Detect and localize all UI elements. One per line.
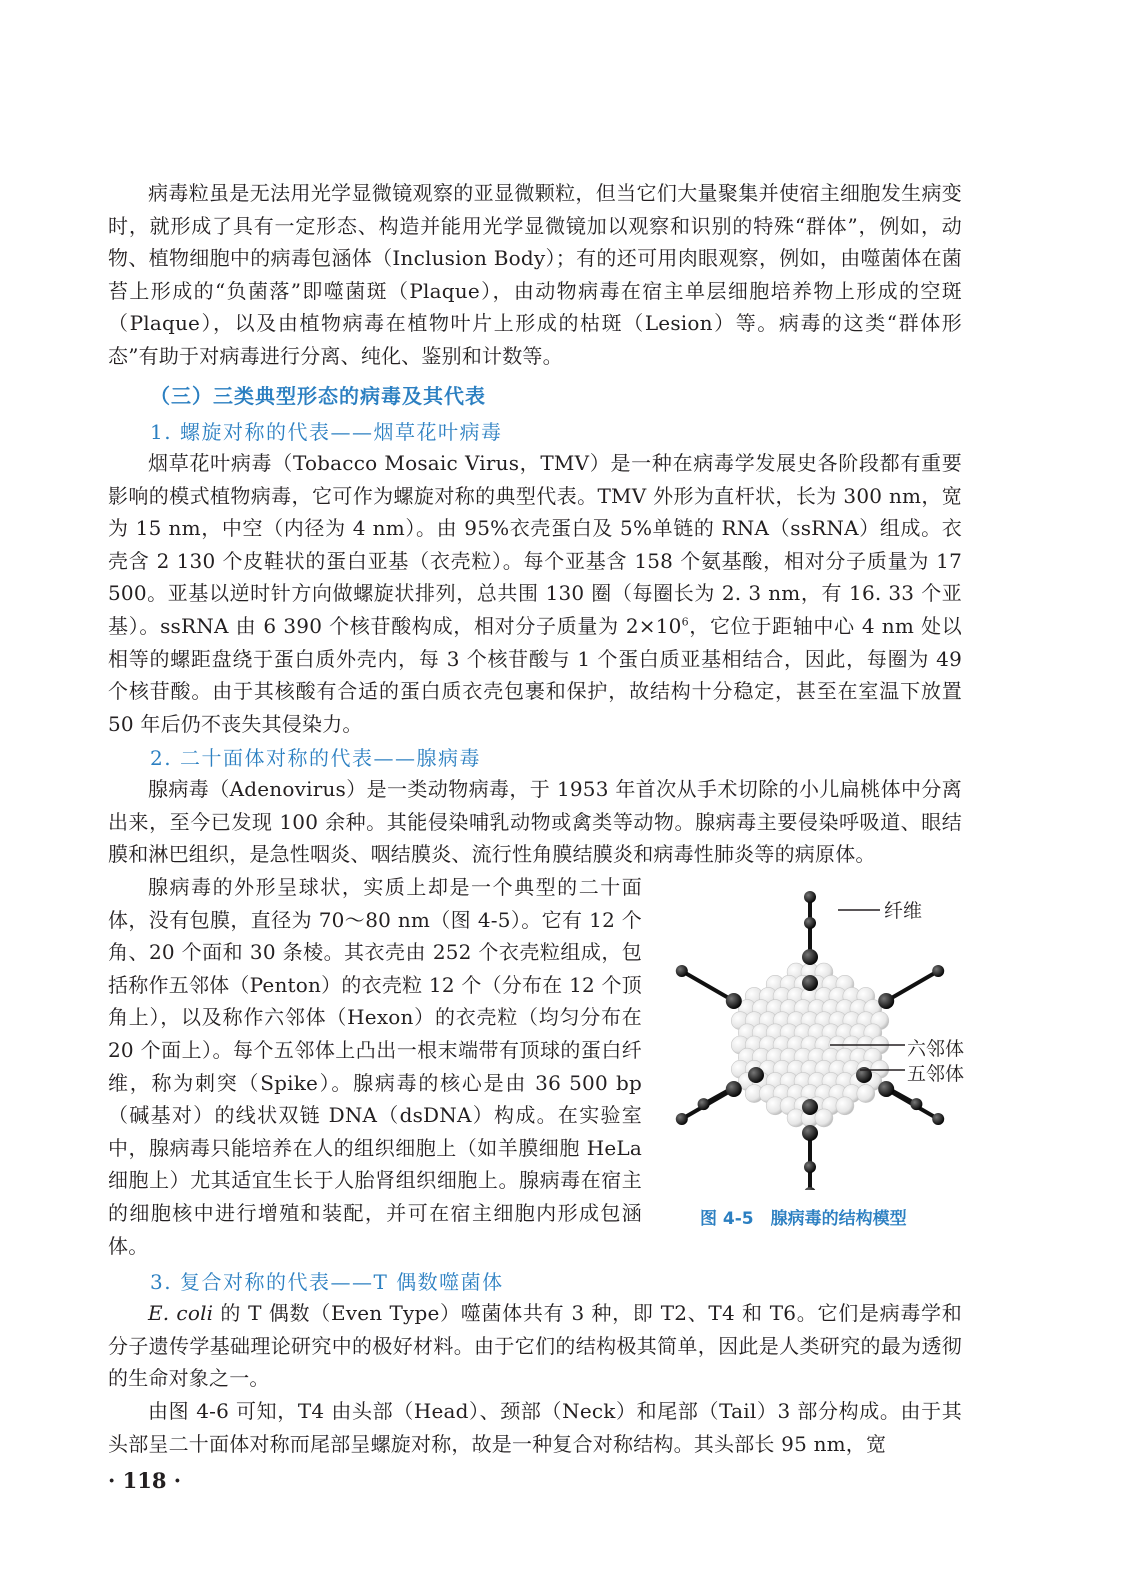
tmv-exponent: 6 [681, 615, 689, 629]
paragraph-tmv [108, 447, 962, 740]
ecoli-italic: E. coli [148, 1301, 214, 1325]
fiber-knob [804, 1187, 816, 1190]
capsomere [836, 1097, 854, 1115]
penton-base [878, 1081, 894, 1097]
label-fiber: 纤维 [884, 900, 923, 922]
penton-base [802, 1099, 818, 1115]
label-penton: 五邻体 [907, 1063, 965, 1085]
penton-base [802, 949, 818, 965]
fiber-knob [804, 917, 816, 929]
t-even-phage-text: 的 T 偶数（Even Type）噬菌体共有 3 种，即 T2、T4 和 T6。它们是病毒学和分子遗传学基础理论研究中的极好材料。由于它们的结构极其简单，因此是人类研究的最为透彻的生命对象之一。 [108, 1301, 963, 1391]
fiber-knob [676, 965, 688, 977]
fiber-knob [910, 1098, 922, 1110]
tmv-text-part2: ，它位于距轴中心 4 nm 处以相等的螺距盘绕于蛋白质外壳内，每 3 个核苷酸与 1 个蛋白质亚基相结合，因此，每圈为 49 个核苷酸。由于其核酸有合适的蛋白质衣壳包裹和保护，故结构十分稳定，甚至在室温下放置 50 年后仍不丧失其侵染力。 [108, 613, 962, 736]
paragraph-virus-colony-morphology: 病毒粒虽是无法用光学显微镜观察的亚显微颗粒，但当它们大量聚集并使宿主细胞发生病变时，就形成了具有一定形态、构造并能用光学显微镜加以观察和识别的特殊“群体”，例如，动物、植物细胞中的病毒包涵体（Inclusion Body）；有的还可用肉眼观察，例如，由噬菌体在菌苔上形成的“负菌落”即噬菌斑（Plaque），由动物病毒在宿主单层细胞培养物上形成的空斑（Plaque），以及由植物病毒在植物叶片上形成的枯斑（Lesion）等。病毒的这类“群体形态”有助于对病毒进行分离、纯化、鉴别和计数等。 [108, 181, 962, 368]
paragraph-adenovirus-intro: 腺病毒（Adenovirus）是一类动物病毒，于 1953 年首次从手术切除的小儿扁桃体中分离出来，至今已发现 100 余种。其能侵染哺乳动物或禽类等动物。腺病毒主要侵染呼吸道、眼结膜和淋巴组织，是急性咽炎、咽结膜炎、流行性角膜结膜炎和病毒性肺炎等的病原体。 [108, 777, 962, 867]
subheading-icosahedral-adenovirus: 2. 二十面体对称的代表——腺病毒 [150, 746, 481, 770]
fiber-knob [804, 1161, 816, 1173]
penton-base [748, 1067, 764, 1083]
section-heading-typical-viruses: （三）三类典型形态的病毒及其代表 [150, 384, 486, 408]
fiber [886, 971, 938, 1001]
penton-base [726, 1081, 742, 1097]
tmv-text-part1: 烟草花叶病毒（Tobacco Mosaic Virus，TMV）是一种在病毒学发展史各阶段都有重要影响的模式植物病毒，它可作为螺旋对称的典型代表。TMV 外形为直杆状，长为 300 nm，宽为 15 nm，中空（内径为 4 nm）。由 95%衣壳蛋白及 5%单链的 RNA（ssRNA）组成。衣壳含 2 130 个皮鞋状的蛋白亚基（衣壳粒）。每个亚基含 158 个氨基酸，相对分子质量为 17 500。亚基以逆时针方向做螺旋状排列，总共围 130 圈（每圈长为 2. 3 nm，有 16. 33 个亚基）。ssRNA 由 6 390 个核苷酸构成，相对分子质量为 2×10 [108, 451, 962, 638]
paragraph-t4-structure: 由图 4-6 可知，T4 由头部（Head）、颈部（Neck）和尾部（Tail）3 部分构成。由于其头部呈二十面体对称而尾部呈螺旋对称，故是一种复合对称结构。其头部长 95 nm，宽 [108, 1399, 962, 1456]
fiber-knob [804, 891, 816, 903]
penton-base [878, 993, 894, 1009]
subheading-helical-tmv: 1. 螺旋对称的代表——烟草花叶病毒 [150, 420, 503, 444]
figure-caption: 图 4-5 腺病毒的结构模型 [700, 1209, 907, 1229]
penton-base [802, 1125, 818, 1141]
label-hexon: 六邻体 [907, 1038, 965, 1060]
fiber [682, 971, 734, 1001]
penton-base [802, 975, 818, 991]
paragraph-t-even-phage [108, 1297, 962, 1395]
capsomere [815, 1109, 833, 1127]
page-number: · 118 · [108, 1468, 182, 1493]
fiber-knob [932, 1113, 944, 1125]
fiber-knob [932, 965, 944, 977]
capsomere [857, 1085, 875, 1103]
paragraph-adenovirus-structure: 腺病毒的外形呈球状，实质上却是一个典型的二十面体，没有包膜，直径为 70～80 nm（图 4-5）。它有 12 个角、20 个面和 30 条棱。其衣壳由 252 个衣壳粒组成，包括称作五邻体（Penton）的衣壳粒 12 个（分布在 12 个顶角上），以及称作六邻体（Hexon）的衣壳粒（均匀分布在 20 个面上）。每个五邻体上凸出一根末端带有顶球的蛋白纤维，称为刺突（Spike）。腺病毒的核心是由 36 500 bp（碱基对）的线状双链 DNA（dsDNA）构成。在实验室中，腺病毒只能培养在人的组织细胞上（如羊膜细胞 HeLa 细胞上）尤其适宜生长于人胎肾组织细胞上。腺病毒在宿主的细胞核中进行增殖和装配，并可在宿主细胞内形成包涵体。 [108, 875, 642, 1258]
penton-base [726, 993, 742, 1009]
fiber-knob [676, 1113, 688, 1125]
subheading-complex-t-phage: 3. 复合对称的代表——T 偶数噬菌体 [150, 1270, 504, 1294]
fiber-knob [698, 1098, 710, 1110]
